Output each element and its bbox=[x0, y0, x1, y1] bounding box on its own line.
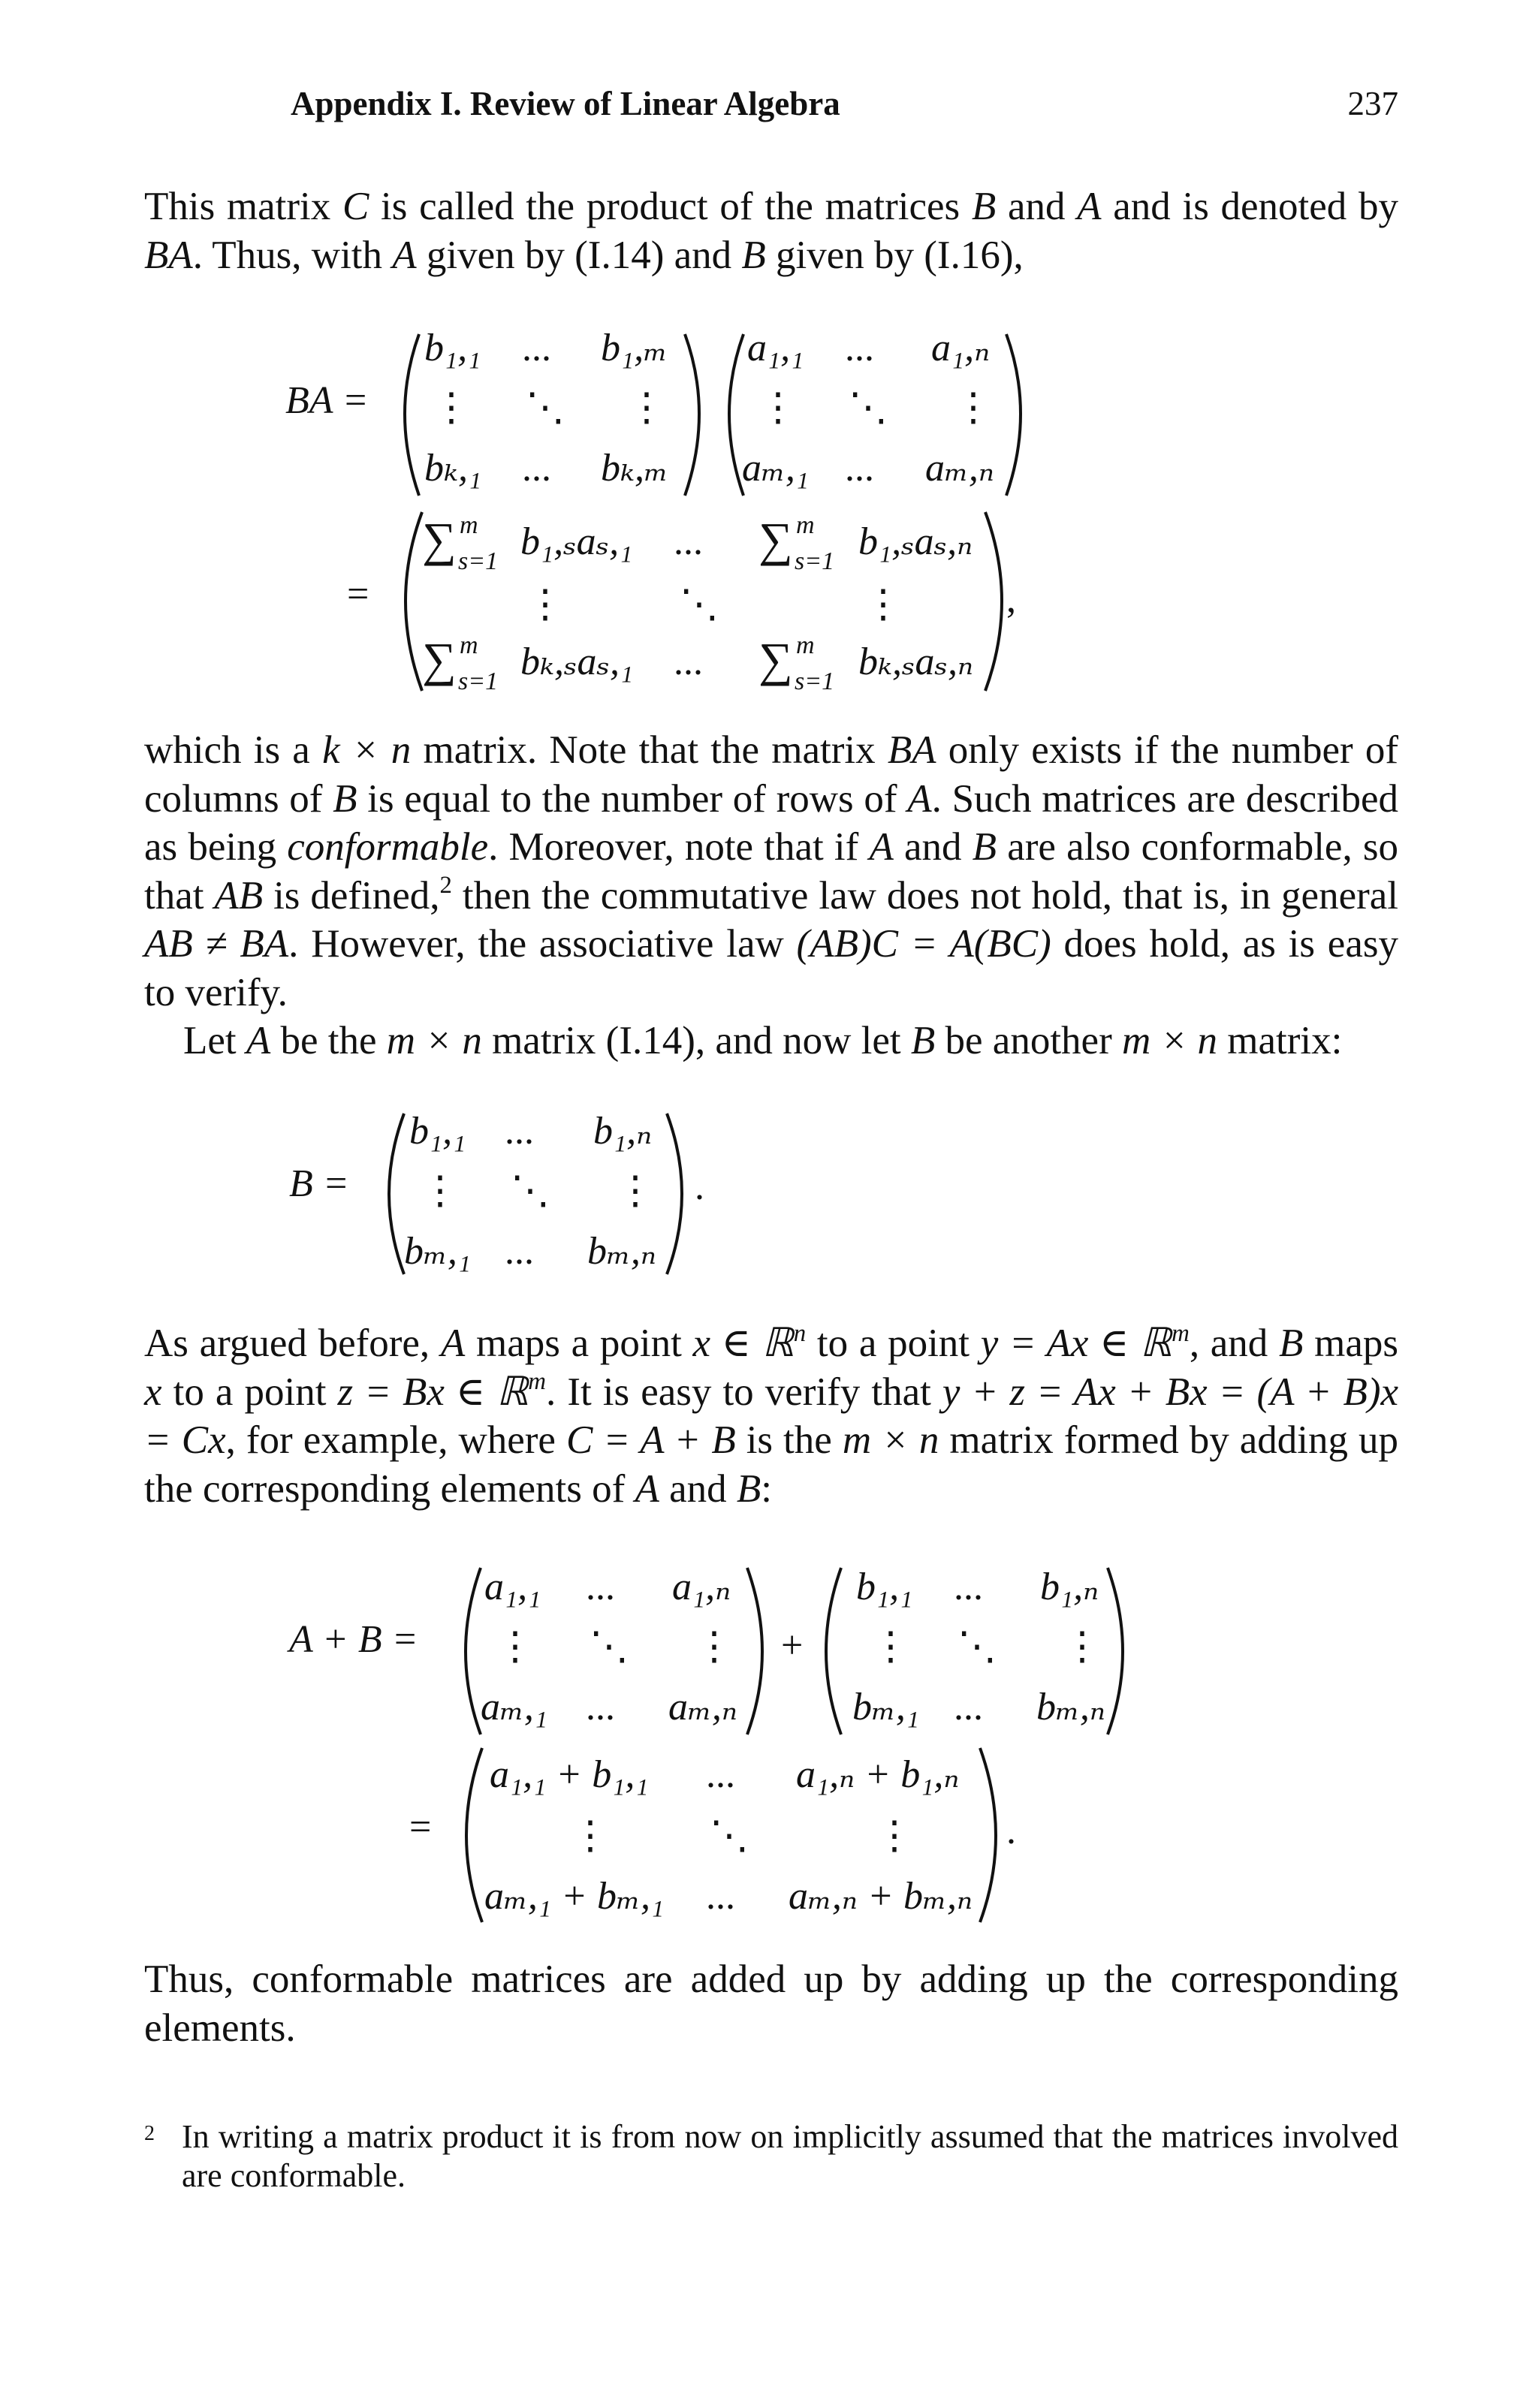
svg-text:aₘ,ₙ: aₘ,ₙ bbox=[668, 1686, 737, 1728]
eq3-equals: = bbox=[409, 1806, 432, 1849]
svg-text:bₘ,₁: bₘ,₁ bbox=[852, 1686, 919, 1728]
svg-text:b₁,₁: b₁,₁ bbox=[424, 327, 481, 369]
svg-text:∑: ∑ bbox=[758, 513, 793, 566]
svg-text:m: m bbox=[796, 631, 815, 659]
svg-text:bₘ,₁: bₘ,₁ bbox=[404, 1230, 471, 1273]
svg-text:⋱: ⋱ bbox=[526, 387, 565, 429]
svg-text:⋮: ⋮ bbox=[627, 387, 666, 429]
svg-text:,: , bbox=[1006, 578, 1016, 621]
footnote bbox=[144, 2117, 1398, 2196]
svg-text:...: ... bbox=[954, 1686, 983, 1728]
svg-text:...: ... bbox=[706, 1875, 735, 1918]
svg-text:⋮: ⋮ bbox=[1063, 1626, 1102, 1668]
svg-text:.: . bbox=[1006, 1810, 1016, 1852]
svg-text:⋱: ⋱ bbox=[680, 583, 719, 626]
svg-text:a₁,ₙ + b₁,ₙ: a₁,ₙ + b₁,ₙ bbox=[796, 1753, 960, 1796]
svg-text:⋮: ⋮ bbox=[421, 1170, 460, 1213]
equation-matrix-b bbox=[0, 1100, 1538, 1288]
svg-text:.: . bbox=[695, 1165, 704, 1208]
svg-text:...: ... bbox=[522, 447, 551, 490]
paragraph-addition: As argued before, A maps a point x ∈ ℝ$^n$ to a point y = Ax ∈ ℝ$^m$, and B maps x to a point z = Bx ∈ ℝ$^m$. It is easy to verify that y + z = Ax + Bx = (A + B)x = Cx, for example, where C = A + B is the m × n matrix formed by adding up the corresponding elements of A and B: bbox=[144, 1319, 1399, 1511]
svg-text:s=1: s=1 bbox=[458, 547, 499, 575]
eq3-plus: + bbox=[781, 1624, 804, 1667]
svg-text:...: ... bbox=[586, 1566, 615, 1608]
svg-text:b₁,ₙ: b₁,ₙ bbox=[593, 1110, 653, 1153]
svg-text:...: ... bbox=[674, 640, 703, 683]
svg-text:aₘ,ₙ: aₘ,ₙ bbox=[925, 447, 994, 490]
svg-text:aₘ,ₙ + bₘ,ₙ: aₘ,ₙ + bₘ,ₙ bbox=[789, 1875, 973, 1918]
equation-matrix-product bbox=[0, 315, 1538, 698]
svg-text:⋮: ⋮ bbox=[871, 1626, 910, 1668]
svg-text:⋱: ⋱ bbox=[849, 387, 888, 429]
svg-text:⋮: ⋮ bbox=[954, 387, 993, 429]
svg-text:a₁,₁: a₁,₁ bbox=[484, 1566, 541, 1608]
svg-text:a₁,₁ + b₁,₁: a₁,₁ + b₁,₁ bbox=[490, 1753, 649, 1796]
svg-text:bₘ,ₙ: bₘ,ₙ bbox=[587, 1230, 656, 1273]
svg-text:...: ... bbox=[706, 1753, 735, 1796]
running-header: Appendix I. Review of Linear Algebra bbox=[291, 85, 840, 122]
svg-text:⋮: ⋮ bbox=[695, 1626, 734, 1668]
svg-text:bₖ,ₛaₛ,₁: bₖ,ₛaₛ,₁ bbox=[520, 640, 634, 683]
equation-matrix-sum bbox=[0, 1547, 1538, 1930]
svg-text:b₁,ₛaₛ,₁: b₁,ₛaₛ,₁ bbox=[520, 520, 633, 563]
svg-text:s=1: s=1 bbox=[795, 668, 835, 695]
svg-text:...: ... bbox=[586, 1686, 615, 1728]
svg-text:b₁,ₘ: b₁,ₘ bbox=[601, 327, 668, 369]
svg-text:⋮: ⋮ bbox=[496, 1626, 535, 1668]
svg-text:⋮: ⋮ bbox=[526, 583, 565, 626]
svg-text:...: ... bbox=[522, 327, 551, 369]
paragraph-conclusion: Thus, conformable matrices are added up by adding up the corresponding elements. bbox=[144, 1957, 1398, 2050]
svg-text:a₁,ₙ: a₁,ₙ bbox=[931, 327, 991, 369]
paragraph-conformable: which is a k × n matrix. Note that the matrix BA only exists if the number of columns of B is equal to the number of rows of A. Such matrices are described as being conformable. Moreover, note that if A and B are also conformable, so that AB is defined,$^2$ then the commutative law does not hold, that is, in general AB ≠ BA. However, the associative law (AB)C = A(BC) does hold, as is easy to verify. bbox=[144, 728, 1398, 1014]
svg-text:⋮: ⋮ bbox=[616, 1170, 655, 1213]
svg-text:⋮: ⋮ bbox=[875, 1815, 914, 1858]
footnote-ref: 2 bbox=[439, 872, 452, 900]
svg-text:s=1: s=1 bbox=[795, 547, 835, 575]
svg-text:b₁,ₛaₛ,ₙ: b₁,ₛaₛ,ₙ bbox=[858, 520, 973, 563]
eq3-lhs: A + B = bbox=[289, 1618, 418, 1661]
svg-text:...: ... bbox=[505, 1110, 534, 1153]
svg-text:a₁,₁: a₁,₁ bbox=[747, 327, 804, 369]
svg-text:aₘ,₁ + bₘ,₁: aₘ,₁ + bₘ,₁ bbox=[484, 1875, 665, 1918]
svg-text:⋱: ⋱ bbox=[710, 1815, 749, 1858]
svg-text:...: ... bbox=[845, 447, 874, 490]
eq1-lhs: BA = bbox=[285, 379, 369, 422]
svg-text:m: m bbox=[460, 631, 478, 659]
svg-text:s=1: s=1 bbox=[458, 668, 499, 695]
eq1-equals: = bbox=[347, 573, 369, 616]
svg-text:...: ... bbox=[674, 520, 703, 563]
svg-text:bₖ,₁: bₖ,₁ bbox=[424, 447, 482, 490]
footnote-text: In writing a matrix product it is from now on implicitly assumed that the matrices involved are conformable. bbox=[182, 2118, 1398, 2194]
page-number: 237 bbox=[1347, 85, 1398, 122]
svg-text:bₘ,ₙ: bₘ,ₙ bbox=[1036, 1686, 1105, 1728]
svg-text:b₁,ₙ: b₁,ₙ bbox=[1040, 1566, 1099, 1608]
svg-text:⋱: ⋱ bbox=[957, 1626, 997, 1668]
svg-text:b₁,₁: b₁,₁ bbox=[856, 1566, 913, 1608]
svg-text:m: m bbox=[460, 511, 478, 539]
svg-text:bₖ,ₘ: bₖ,ₘ bbox=[601, 447, 668, 490]
svg-text:m: m bbox=[796, 511, 815, 539]
paragraph-product-intro: This matrix C is called the product of the matrices B and A and is denoted by BA. Thus, with A given by (I.14) and B given by (I.16), bbox=[144, 185, 1398, 277]
svg-text:⋮: ⋮ bbox=[864, 583, 903, 626]
svg-text:⋮: ⋮ bbox=[571, 1815, 610, 1858]
svg-text:⋮: ⋮ bbox=[758, 387, 798, 429]
footnote-mark: 2 bbox=[144, 2122, 155, 2145]
svg-text:aₘ,₁: aₘ,₁ bbox=[742, 447, 809, 490]
svg-text:...: ... bbox=[845, 327, 874, 369]
svg-text:...: ... bbox=[505, 1230, 534, 1273]
svg-text:aₘ,₁: aₘ,₁ bbox=[481, 1686, 547, 1728]
svg-text:⋮: ⋮ bbox=[432, 387, 471, 429]
svg-text:∑: ∑ bbox=[758, 633, 793, 686]
svg-text:⋱: ⋱ bbox=[590, 1626, 629, 1668]
svg-text:bₖ,ₛaₛ,ₙ: bₖ,ₛaₛ,ₙ bbox=[858, 640, 974, 683]
eq2-lhs: B = bbox=[289, 1162, 349, 1205]
svg-text:b₁,₁: b₁,₁ bbox=[409, 1110, 466, 1153]
svg-text:...: ... bbox=[954, 1566, 983, 1608]
svg-text:∑: ∑ bbox=[422, 633, 457, 686]
svg-text:a₁,ₙ: a₁,ₙ bbox=[672, 1566, 731, 1608]
svg-text:∑: ∑ bbox=[422, 513, 457, 566]
paragraph-let-a: Let A be the m × n matrix (I.14), and now let B be another m × n matrix: bbox=[183, 1019, 1343, 1062]
svg-text:⋱: ⋱ bbox=[511, 1170, 550, 1213]
